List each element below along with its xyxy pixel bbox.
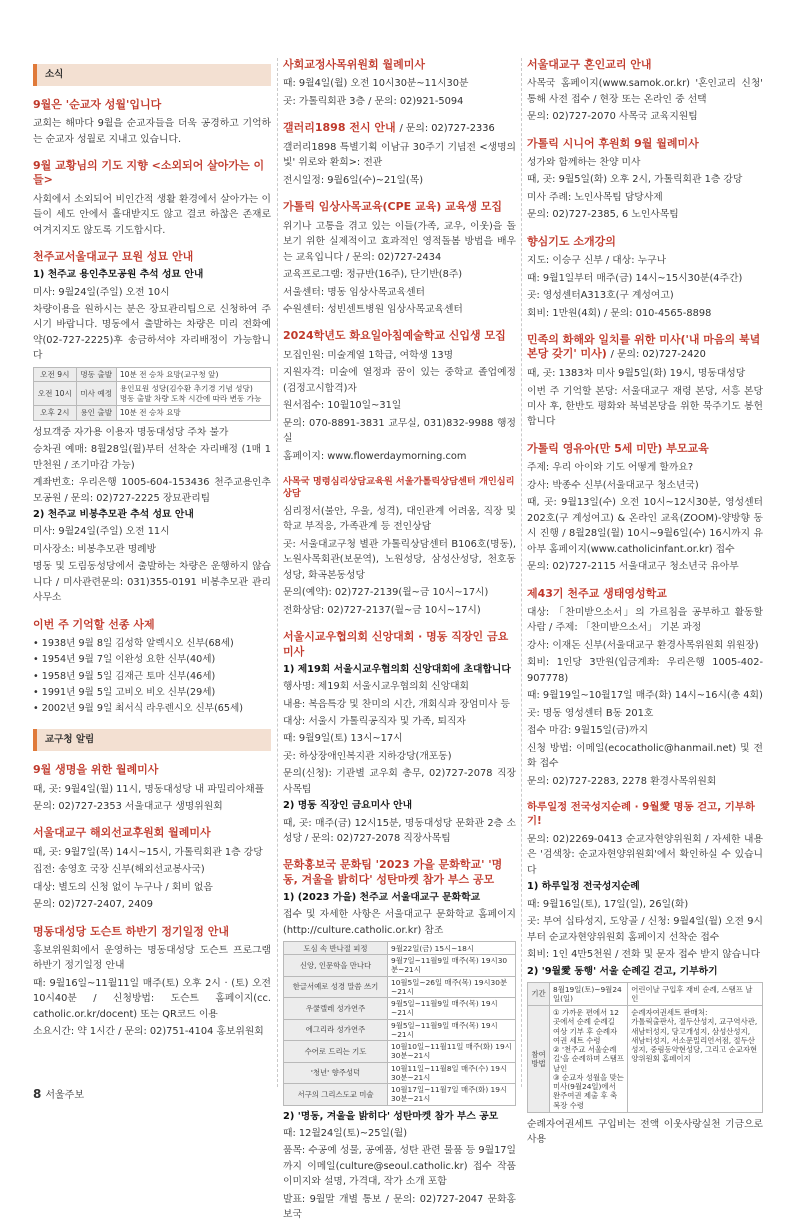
notice-body: 교회는 해마다 9월을 순교자들을 더욱 공경하고 기억하는 순교자 성월로 지내고 있습니다. [33,118,271,145]
notice-line: 계좌번호: 우리은행 1005-604-153436 천주교용인추모공원 / 문의: 02)727-2225 장묘관리팀 [33,477,271,504]
table-cell: 9월5일~11월9일 매주(목) 19시~21시 [388,998,516,1020]
notice-line: 곳: 영성센터A313호(구 계성여고) [527,290,674,302]
priest-list [33,636,271,717]
notice-line: 문의: 02)727-2115 서울대교구 청소년국 유아부 [527,561,739,573]
notice-line: 지도: 이승구 신부 / 대상: 누구나 [527,255,667,267]
table-cell: 참여 방법 [528,1006,550,1113]
notice-line: 교육프로그램: 정규반(16주), 단기반(8주) [283,269,463,281]
notice-line: 명동 및 도림동성당에서 출발하는 차량은 운행하지 않습니다 / 미사관련문의: 031)355-0191 비봉추모관 관리사무소 [33,561,271,604]
course-table [283,941,516,1106]
pilgrimage-table [527,982,763,1113]
notice-title: 가톨릭 영유아(만 5세 미만) 부모교육 [527,441,709,455]
table-row [284,955,516,977]
notice-line: 사목국 홈페이지(www.samok.or.kr) '혼인교리 신청' 통해 사전 접수 / 현장 또는 온라인 중 선택 [527,78,763,105]
notice-title: 서울시교우협의회 신앙대회 · 명동 직장인 금요미사 [283,630,509,658]
list-item: • 1958년 9월 5일 김재근 토마 신부(46세) [33,669,271,685]
notice-title: 9월 교황님의 기도 지향 <소외되어 살아가는 이들> [33,159,265,187]
notice-line: 문의: 02)727-2353 서울대교구 생명위원회 [33,800,223,812]
notice-counseling [283,476,516,618]
notice-line: 문의(신청): 기관별 교우회 총무, 02)727-2078 직장사목팀 [283,768,516,795]
notice-correction-mass [283,58,516,109]
list-item: • 2002년 9월 9일 최서식 라우렌시오 신부(65세) [33,701,271,717]
page-number: 8 [33,1086,42,1101]
notice-title: 사회교정사목위원회 월례미사 [283,58,425,71]
notice-line: 대상: 별도의 신청 없이 누구나 / 회비 없음 [33,881,213,893]
notice-line: 곳: 명동 영성센터 B동 201호 [527,707,654,719]
notice-subtitle: 2) '명동, 겨울을 밝히다' 성탄마켓 참가 부스 공모 [283,1110,499,1122]
notice-pilgrimage [527,801,763,1148]
notice-line: 강사: 박종수 신부(서울대교구 청소년국) [527,479,699,491]
notice-line: 문의(예약): 02)727-2139(월~금 10시~17시) [283,587,489,599]
notice-title: 사목국 명령심리상담교육원 서울가톨릭상담센터 개인심리상담 [283,476,515,500]
table-cell: 8월19일(토)~9월24일(일) [550,982,628,1006]
publication-name: 서울주보 [45,1089,84,1101]
notice-title-contact: / 문의: 02)727-2336 [399,123,495,135]
notice-line: 때, 곳: 매주(금) 12시15분, 명동대성당 문화관 2층 소성당 / 문의: 02)727-2078 직장사목팀 [283,817,516,844]
notice-line: 때: 9월4일(월) 오전 10시30분~11시30분 [283,78,469,90]
table-cell: 9월22일(금) 15시~18시 [388,942,516,955]
notice-line: 때: 9월16일~11월11일 매주(토) 오후 2시 · (토) 오전 10시40분 / 신청방법: 도슨트 홈페이지(cc. catholic.or.kr/docent) 또는 QR코드 이용 [33,977,271,1020]
notice-subtitle: 1) 하루일정 전국성지순례 [527,881,640,893]
table-cell: 9월7일~11월9일 매주(목) 19시30분~21시 [388,955,516,977]
table-cell: 명동 출발 [76,367,116,381]
notice-title: 문화홍보국 문화팀 '2023 가을 문화학교' '명동, 겨울을 밝히다' 성탄마켓 참가 부스 공모 [283,858,503,886]
notice-culture-school [283,858,516,1222]
table-cell: 용인 출발 [76,406,116,420]
notice-title: 2024학년도 화요일아침예술학교 신입생 모집 [283,329,506,343]
notice-martyrs-month [33,98,271,147]
list-item: • 1938년 9월 8일 김성학 알렉시오 신부(68세) [33,636,271,652]
notice-title: 제43기 천주교 생태영성학교 [527,586,667,600]
column-3 [527,58,763,1146]
notice-body: 사회에서 소외되어 비인간적 생활 환경에서 살아가는 이들이 세도 안에서 홀대받지도 않고 결코 하찮은 존재로 여겨지지도 않도록 기도합시다. [33,193,271,236]
notice-line: 곳: 서울대교구청 별관 가톨릭상담센터 B106호(명동), 노원사목회관(보문역), 노원성당, 삼성산성당, 천호동성당, 화곡본동성당 [283,538,516,581]
table-row [34,382,271,406]
notice-line: 문의: 02)727-2385, 6 노인사목팀 [527,209,679,221]
table-cell: 10월11일~11월8일 매주(수) 19시30분~21시 [388,1062,516,1084]
notice-line: 대상: 「찬미받으소서」의 가르침을 공부하고 활동할 사람 / 주제: 「찬미받으소서」 기본 과정 [527,606,763,634]
notice-title: 천주교서울대교구 묘원 성묘 안내 [33,250,194,263]
notice-line: 문의: 02)727-2407, 2409 [33,899,153,911]
notice-title: 명동대성당 도슨트 하반기 정기일정 안내 [33,924,229,938]
notice-line: 갤러리1898 특별기획 이남규 30주기 기념전 <생명의 빛' 위로와 환희>: 전관 [283,141,516,169]
notice-line: 미사 주례: 노인사목팀 담당사제 [527,191,663,203]
table-row [284,1019,516,1041]
list-item: • 1991년 9월 5일 고비오 비오 신부(29세) [33,685,271,701]
table-cell: 용인묘원 성당(김수환 추기경 기념 성당) 명동 출발 차량 도착 시간에 따라 변동 가능 [116,382,270,406]
table-row [34,367,271,381]
table-row [34,406,271,420]
notice-line: 서울센터: 명동 임상사목교육센터 [283,286,426,298]
notice-subtitle: 2) 명동 직장인 금요미사 안내 [283,800,413,812]
table-cell: 10월5일~26일 매주(목) 19시30분~21시 [388,976,516,998]
notice-senior-mass [527,137,763,223]
table-cell: 우쿨렐레 성가연주 [284,998,388,1020]
table-cell: 어린이날 구입후 재비 순례, 스탬프 날인 [628,982,763,1006]
notice-line: 미사: 9월24일(주일) 오전 10시 [33,286,170,298]
notice-line: 회비: 1인당 3만원(입금계좌: 우리은행 1005-402-907778) [527,657,763,684]
table-cell: 10분 전 승차 요망 [116,406,270,420]
table-cell: 도심 속 반나절 피정 [284,942,388,955]
notice-faith-convention [283,630,516,846]
notice-line: 접수 마감: 9월15일(금)까지 [527,725,649,737]
notice-cpe [283,200,516,317]
notice-parent-education [527,442,763,575]
table-cell: 10월10일~11월11일 매주(화) 19시30분~21시 [388,1041,516,1063]
notice-line: 회비: 1인 4만5천원 / 전화 및 문자 접수 받지 않습니다 [527,949,761,961]
table-cell: 수어로 드리는 기도 [284,1041,388,1063]
table-cell: 미사 예정 [76,382,116,406]
column-2 [283,58,516,1221]
notice-title: 9월은 '순교자 성월'입니다 [33,97,162,111]
notice-line: 미사: 9월24일(주일) 오전 11시 [33,526,170,538]
notice-title: 하루일정 전국성지순례 · 9월愛 명동 걷고, 기부하기! [527,800,755,827]
table-cell: 에그리라 성가연주 [284,1019,388,1041]
notice-line: 곳: 하상장애인복지관 지하강당(개포동) [283,750,452,762]
notice-line: 성묘객중 자가용 이용자 명동대성당 주차 불가 [33,426,229,438]
notice-title-text: 민족의 화해와 일치를 위한 미사('내 마음의 북녘 본당 갖기' 미사) [527,333,761,361]
table-cell: 오후 2시 [34,406,77,420]
table-row [284,1084,516,1106]
column-divider [521,58,522,1087]
table-cell: 오전 10시 [34,382,77,406]
notice-line: 때: 9월16일(토), 17일(일), 26일(화) [527,898,689,910]
notice-line: 모집인원: 미술계열 1학급, 여학생 13명 [283,349,454,361]
list-item: • 1954년 9월 7일 이완성 요한 신부(40세) [33,652,271,668]
notice-line: 회비: 1만원(4회) / 문의: 010-4565-8898 [527,307,712,319]
notice-subtitle: 2) 천주교 비봉추모관 추석 성묘 안내 [33,509,194,521]
notice-line: 접수 및 자세한 사항은 서울대교구 문화학교 홈페이지(http://culture.catholic.or.kr) 참조 [283,909,516,936]
notice-line: 위기나 고통을 겪고 있는 이들(가족, 교우, 이웃)을 돌보기 위한 실제적이고 효과적인 영적돌봄 방법을 배우는 교육입니다 / 문의: 02)727-2434 [283,220,516,263]
notice-line: 전화상담: 02)727-2137(월~금 10시~17시) [283,604,481,616]
notice-line: 지원자격: 미술에 열정과 꿈이 있는 중학교 졸업예정(검정고시합격)자 [283,367,516,394]
notice-line: 심리정서(불안, 우울, 성격), 대인관계 어려움, 직장 및 학교 부적응, 가족관계 등 전인상담 [283,505,516,533]
table-row [528,1006,763,1113]
notice-line: 수원센터: 성빈센트병원 임상사목교육센터 [283,304,463,316]
notice-subtitle: 1) (2023 가을) 천주교 서울대교구 문화학교 [283,892,481,904]
notice-line: 문의: 02)727-2070 사목국 교육지원팀 [527,111,698,123]
table-cell: 서구의 그리스도교 미술 [284,1084,388,1106]
notice-subtitle: 1) 천주교 용인추모공원 추석 성묘 안내 [33,269,204,281]
table-cell: 10월17일~11월7일 매주(화) 19시30분~21시 [388,1084,516,1106]
notice-line: 때: 9월1일부터 매주(금) 14시~15시30분(4주간) [527,272,743,284]
table-cell: 10분 전 승차 요망(교구청 앞) [116,367,270,381]
notice-line: 미사장소: 비봉추모관 명례방 [33,543,157,555]
notice-line: 때: 9월9일(토) 13시~17시 [283,733,403,745]
page-footer [33,1086,84,1104]
table-cell: ① 가까운 편에서 12곳에서 순례 순례길 여상 기부 후 순례자 여권 세트 수령 ② '천주교 서울순례길'을 순례하며 스탬프 날인 ③ 순교자 성월을 맞는 미사(9월24일)에서 완주여권 제출 후 축복장 수령 [550,1006,628,1113]
notice-line: 승차권 예매: 8월28일(월)부터 선착순 자리배정 (1매 1만천원 / 조기마감 가능) [33,444,271,471]
notice-line: 내용: 복음특강 및 찬미의 시간, 개회식과 장엄미사 등 [283,698,510,710]
column-1 [33,58,271,1089]
table-row [284,1062,516,1084]
notice-line: 순례자여권세트 구입비는 전액 이웃사랑실천 기금으로 사용 [527,1118,763,1146]
notice-subtitle: 2) '9월愛 동행' 서울 순례길 걷고, 기부하기 [527,965,718,977]
notice-line: 때, 곳: 1383차 미사 9월5일(화) 19시, 명동대성당 [527,368,746,380]
notice-title-text: 갤러리1898 전시 안내 [283,121,396,135]
notice-reconciliation-mass [527,333,763,430]
notice-line: 때: 12월24일(토)~25일(월) [283,1127,408,1139]
notice-deceased-priests [33,618,271,718]
table-row [284,1041,516,1063]
notice-gallery [283,121,516,188]
notice-line: 강사: 이재돈 신부(서울대교구 환경사목위원회 위원장) [527,639,759,651]
table-row [284,998,516,1020]
notice-line: 홈페이지: www.flowerdaymorning.com [283,450,467,462]
table-cell: 한글서예로 성경 말씀 쓰기 [284,976,388,998]
notice-title: 향심기도 소개강의 [527,234,616,248]
notice-title [283,121,516,136]
table-cell: '청년' 향주성덕 [284,1062,388,1084]
table-cell: 순례자여권세트 판매처: 가톨릭출판사, 절두산성지, 교구역사관, 새남터성지, 당고개성지, 삼성산성지, 새남터성지, 서소문밀리언서점, 절두산성지, 중림동약현성당, 그리고 순교자현양위원회 홈페이지 [628,1006,763,1113]
notice-title-contact: / 문의: 02)727-2420 [610,349,706,361]
schedule-table [33,367,271,421]
notice-marriage [527,58,763,125]
section-header-diocese: 교구청 알림 [33,729,271,751]
notice-line: 곳: 가톨릭회관 3층 / 문의: 02)921-5094 [283,95,464,107]
notice-title: 이번 주 기억할 선종 사제 [33,617,155,631]
notice-line: 홍보위원회에서 운영하는 명동대성당 도슨트 프로그램 하반기 정기일정 안내 [33,944,271,972]
notice-line: 때, 곳: 9월4일(월) 11시, 명동대성당 내 파밀리아채플 [33,783,265,795]
notice-line: 때, 곳: 9월13일(수) 오전 10시~12시30분, 영성센터 202호(구 계성여고) & 온라인 교육(ZOOM)-양방향 동시 진행 / 8월28일(월) 10시~9월6일(수) 16시까지 유아부 홈페이지(www.catholicinfant.or.kr) 접수 [527,497,763,555]
notice-line: 문의: 070-8891-3831 교무실, 031)832-9988 행정실 [283,417,516,445]
column-divider [277,58,278,1087]
notice-title: 9월 생명을 위한 월례미사 [33,763,159,777]
notice-line: 때: 9월19일~10월17일 매주(화) 14시~16시(총 4회) [527,690,763,702]
notice-line: 때, 곳: 9월5일(화) 오후 2시, 가톨릭회관 1층 강당 [527,174,743,186]
notice-line: 원서접수: 10월10일~31일 [283,400,402,412]
notice-line: 전시일정: 9월6일(수)~21일(목) [283,174,424,186]
notice-line: 차량이용을 원하시는 분은 장묘관리팀으로 신청하여 주시기 바랍니다. 명동에서 출발하는 차량은 미리 전화예약(02-727-2225)후 송금하셔야 자리배정이 가능합니다 [33,303,271,362]
notice-line: 소요시간: 약 1시간 / 문의: 02)751-4104 홍보위원회 [33,1026,264,1038]
notice-art-school [283,329,516,464]
notice-title: 서울대교구 혼인교리 안내 [527,58,652,71]
notice-life-mass [33,763,271,814]
notice-line: 때, 곳: 9월7일(목) 14시~15시, 가톨릭회관 1층 강당 [33,846,263,858]
notice-line: 곳: 부여 십타성지, 도앙골 / 신청: 9월4일(월) 오전 9시부터 순교자현양위원회 홈페이지 선착순 접수 [527,916,763,943]
notice-centering-prayer [527,235,763,321]
notice-docent [33,925,271,1040]
notice-line: 대상: 서울시 가톨릭공직자 및 가족, 퇴직자 [283,715,466,727]
notice-line: 주제: 우리 아이와 기도 어떻게 할까요? [527,462,694,474]
notice-eco-school [527,587,763,789]
notice-mission-mass [33,826,271,912]
table-cell: 기간 [528,982,550,1006]
notice-line: 집전: 송영호 국장 신부(해외선교봉사국) [33,864,205,876]
table-cell: 9월5일~11월9일 매주(목) 19시~21시 [388,1019,516,1041]
notice-line: 문의: 02)2269-0413 순교자현양위원회 / 자세한 내용은 '검색창: 순교자현양위원회'에서 확인하실 수 있습니다 [527,834,763,876]
table-cell: 오전 9시 [34,367,77,381]
notice-title: 서울대교구 해외선교후원회 월례미사 [33,826,211,840]
table-row [284,976,516,998]
notice-subtitle: 1) 제19회 서울시교우협의회 신앙대회에 초대합니다 [283,663,511,675]
table-row [284,942,516,955]
notice-cemetery [33,250,271,606]
notice-title [527,333,763,362]
notice-line: 품목: 수공예 성물, 공예품, 성탄 관련 물품 등 9월17일까지 이메일(culture@seoul.catholic.kr) 접수 작품 이미지와 설명, 가격대, 작가 소개 포함 [283,1145,516,1188]
notice-title: 가톨릭 임상사목교육(CPE 교육) 교육생 모집 [283,200,503,214]
notice-pope-prayer [33,159,271,238]
table-row [528,982,763,1006]
notice-line: 성가와 함께하는 찬양 미사 [527,157,641,168]
section-header-news: 소식 [33,64,271,86]
notice-line: 이번 주 기억할 본당: 서울대교구 재령 본당, 서흥 본당 미사 후, 한반도 평화와 북녘본당을 위한 묵주기도 봉헌합니다 [527,385,763,428]
notice-line: 발표: 9월말 개별 통보 / 문의: 02)727-2047 문화홍보국 [283,1193,516,1221]
table-cell: 신앙, 인문학을 만나다 [284,955,388,977]
notice-line: 행사명: 제19회 서울시교우협의회 신앙대회 [283,681,469,693]
notice-line: 신청 방법: 이메일(ecocatholic@hanmail.net) 및 전화 접수 [527,742,763,770]
notice-title: 가톨릭 시니어 후원회 9월 월례미사 [527,136,699,150]
notice-line: 문의: 02)727-2283, 2278 환경사목위원회 [527,775,717,787]
